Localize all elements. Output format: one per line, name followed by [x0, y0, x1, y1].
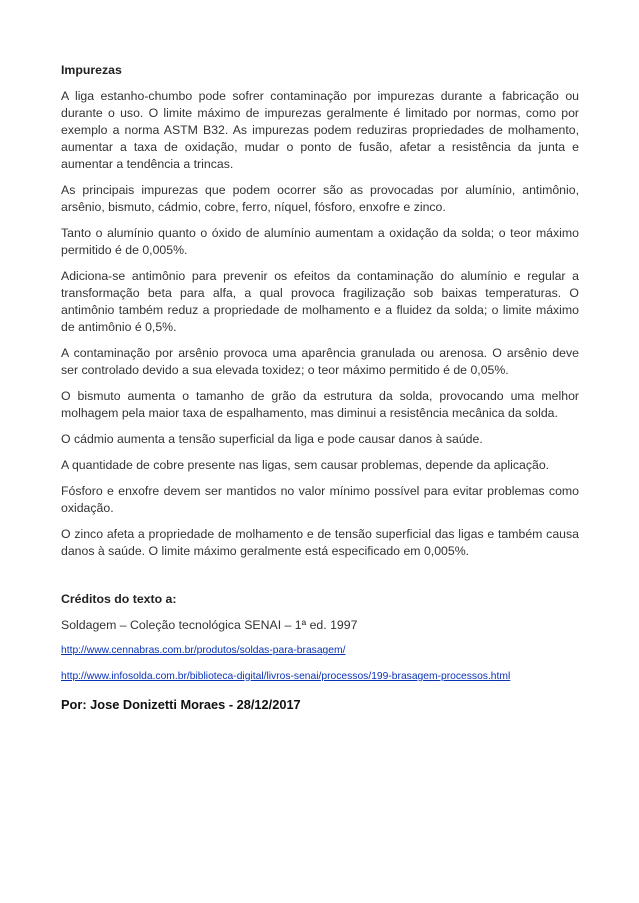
- paragraph-copper: A quantidade de cobre presente nas ligas, sem causar problemas, depende da aplicação.: [61, 458, 550, 472]
- paragraph-arsenic: A contaminação por arsênio provoca uma aparência granulada ou arenosa. O arsênio deve ser controlado devido a sua elevada toxidez; o teor máximo permitido é de 0,05%.: [61, 346, 579, 377]
- paragraph-aluminum: Tanto o alumínio quanto o óxido de alumínio aumentam a oxidação da solda; o teor máximo permitido é de 0,005%.: [61, 226, 579, 257]
- section-heading: Impurezas: [61, 63, 122, 77]
- paragraph-phosphorus-sulfur: Fósforo e enxofre devem ser mantidos no valor mínimo possível para evitar problemas como oxidação.: [61, 484, 579, 515]
- paragraph-cadmium: O cádmio aumenta a tensão superficial da liga e pode causar danos à saúde.: [61, 432, 483, 446]
- credits-link-cennabras[interactable]: http://www.cennabras.com.br/produtos/soldas-para-brasagem/: [61, 645, 346, 656]
- credits-source: Soldagem – Coleção tecnológica SENAI – 1ª ed. 1997: [61, 618, 358, 632]
- credits-link-infosolda[interactable]: http://www.infosolda.com.br/biblioteca-digital/livros-senai/processos/199-brasagem-processos.html: [61, 671, 511, 682]
- document-page: [61, 62, 579, 713]
- paragraph-intro: A liga estanho-chumbo pode sofrer contaminação por impurezas durante a fabricação ou durante o uso. O limite máximo de impurezas geralmente é limitado por normas, como por exemplo a norma ASTM B32. As impurezas podem reduziras propriedades de molhamento, aumentar a taxa de oxidação, mudar o ponto de fusão, afetar a resistência da junta e aumentar a tendência a trincas.: [61, 89, 579, 171]
- paragraph-main-impurities: As principais impurezas que podem ocorrer são as provocadas por alumínio, antimônio, arsênio, bismuto, cádmio, cobre, ferro, níquel, fósforo, enxofre e zinco.: [61, 183, 579, 214]
- paragraph-zinc: O zinco afeta a propriedade de molhamento e de tensão superficial das ligas e também causa danos à saúde. O limite máximo geralmente está especificado em 0,005%.: [61, 527, 579, 558]
- paragraph-antimony: Adiciona-se antimônio para prevenir os efeitos da contaminação do alumínio e regular a transformação beta para alfa, a qual provoca fragilização sob baixas temperaturas. O antimônio também reduz a propriedade de molhamento e a fluidez da solda; o limite máximo de antimônio é 0,5%.: [61, 269, 579, 334]
- paragraph-bismuth: O bismuto aumenta o tamanho de grão da estrutura da solda, provocando uma melhor molhagem pela maior taxa de espalhamento, mas diminui a resistência mecânica da solda.: [61, 389, 579, 420]
- section-spacer: [61, 569, 579, 591]
- credits-title: Créditos do texto a:: [61, 592, 177, 606]
- author-byline: Por: Jose Donizetti Moraes - 28/12/2017: [61, 697, 301, 712]
